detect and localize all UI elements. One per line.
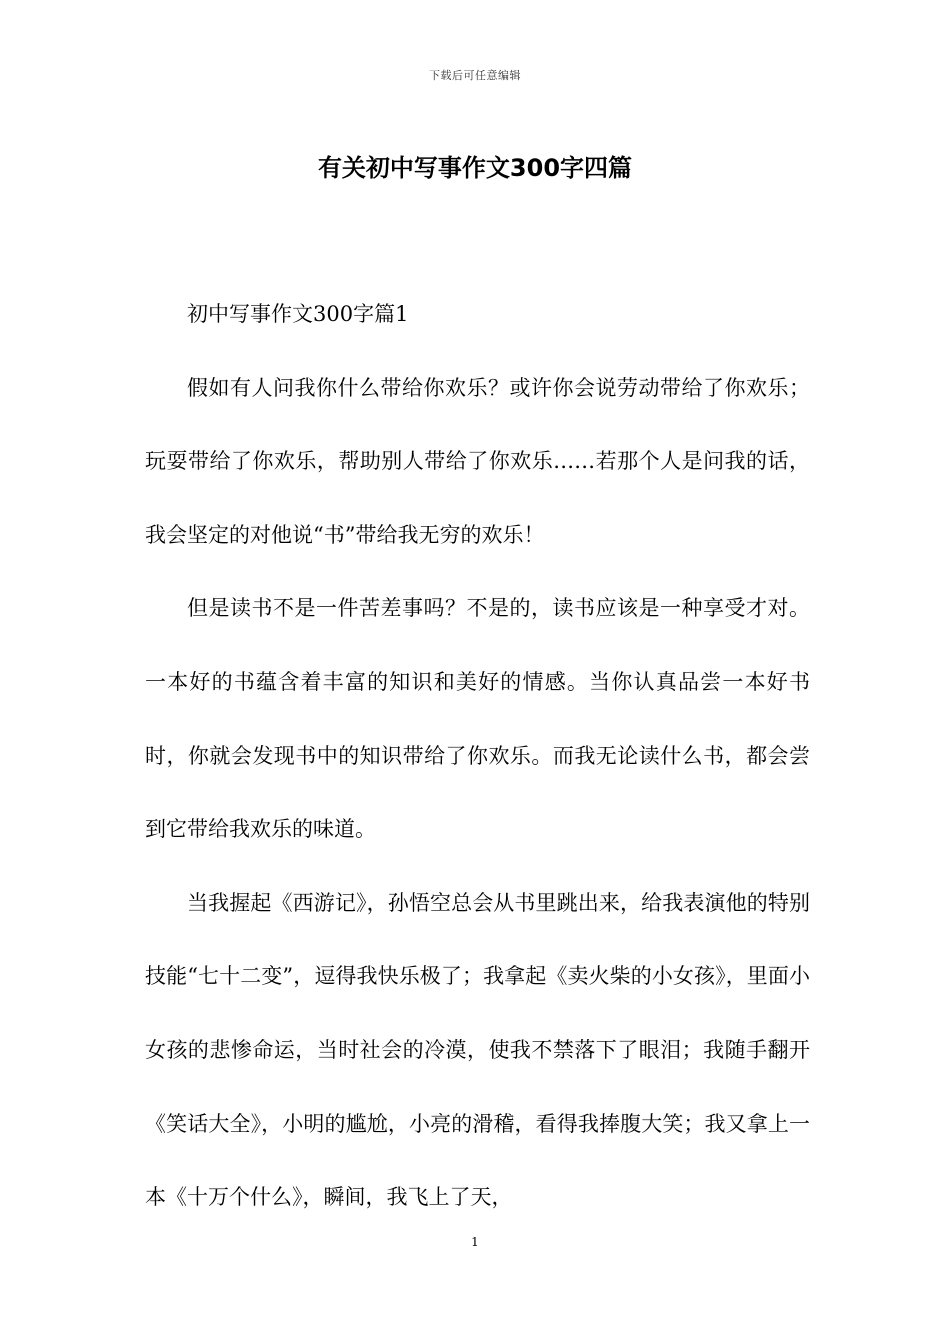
document-title: 有关初中写事作文300字四篇 [317, 154, 633, 182]
paragraph-2: 但是读书不是一件苦差事吗？不是的，读书应该是一种享受才对。一本好的书蕴含着丰富的知识和美好的情感。当你认真品尝一本好书时，你就会发现书中的知识带给了你欢乐。而我无论读什么书，都会尝到它带给我欢乐的味道。 [145, 596, 810, 842]
document-body [145, 278, 810, 1235]
section-heading: 初中写事作文300字篇1 [187, 302, 409, 326]
page-header-note: 下载后可任意编辑 [429, 69, 521, 82]
paragraph-1: 假如有人问我你什么带给你欢乐？或许你会说劳动带给了你欢乐；玩耍带给了你欢乐，帮助别人带给了你欢乐……若那个人是问我的话，我会坚定的对他说“书”带给我无穷的欢乐！ [145, 375, 810, 547]
page-number: 1 [471, 1235, 479, 1249]
paragraph-3: 当我握起《西游记》，孙悟空总会从书里跳出来，给我表演他的特别技能“七十二变”，逗得我快乐极了；我拿起《卖火柴的小女孩》，里面小女孩的悲惨命运，当时社会的冷漠，使我不禁落下了眼泪；我随手翻开《笑话大全》，小明的尴尬，小亮的滑稽，看得我捧腹大笑；我又拿上一本《十万个什么》，瞬间，我飞上了天， [145, 890, 810, 1210]
